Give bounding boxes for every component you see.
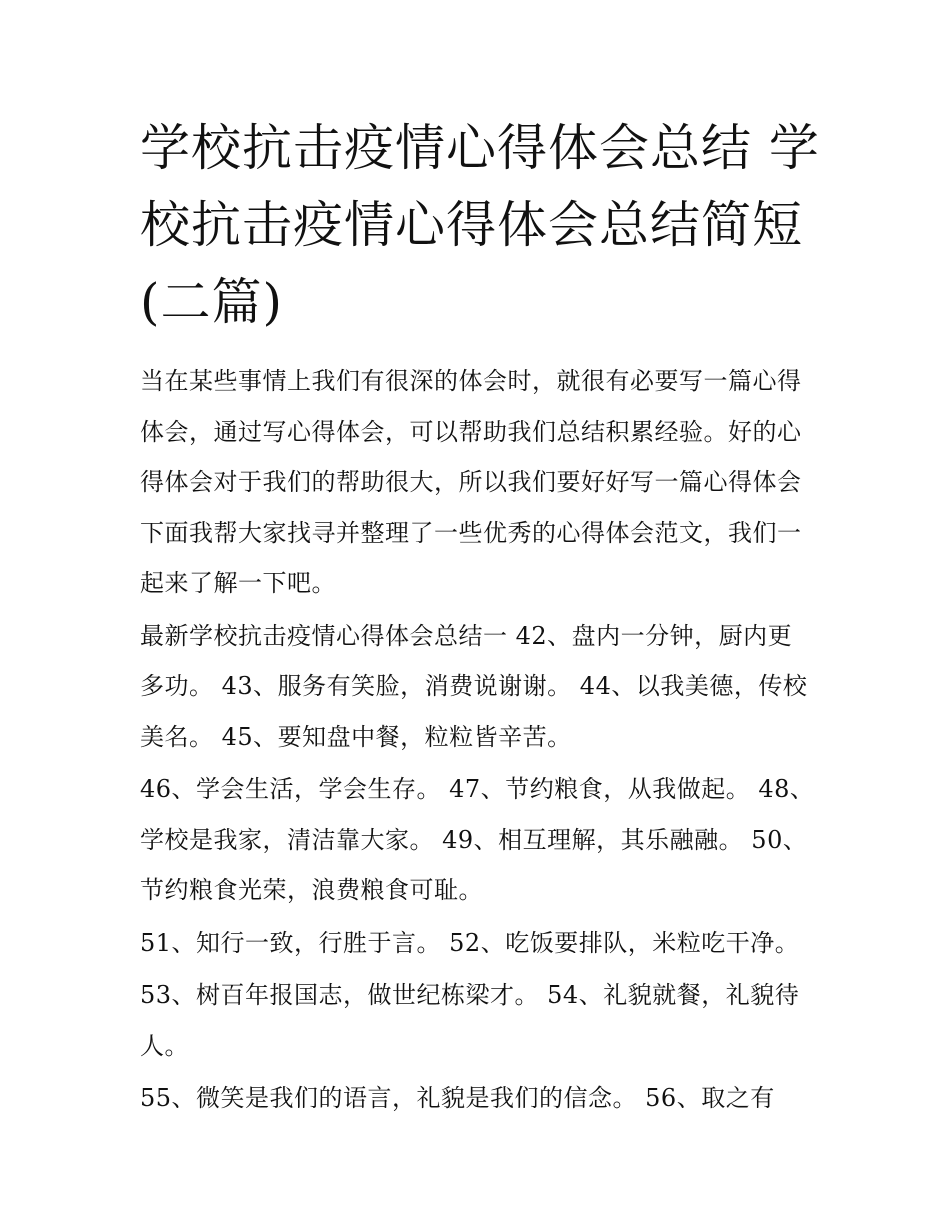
paragraph-intro bbox=[140, 356, 820, 609]
text-line: 人。 bbox=[140, 1031, 189, 1060]
text-line: 下面我帮大家找寻并整理了一些优秀的心得体会范文，我们一 bbox=[140, 518, 802, 547]
text-line: 当在某些事情上我们有很深的体会时，就很有必要写一篇心得 bbox=[140, 367, 802, 395]
document-body bbox=[140, 356, 820, 1126]
text-line: 学校是我家，清洁靠大家。 49、相互理解，其乐融融。 50、 bbox=[140, 825, 808, 854]
text-line: 55、微笑是我们的语言，礼貌是我们的信念。 56、取之有 bbox=[140, 1084, 775, 1112]
text-line: 51、知行一致，行胜于言。 52、吃饭要排队，米粒吃干净。 bbox=[140, 928, 800, 957]
text-line: 体会，通过写心得体会，可以帮助我们总结积累经验。好的心 bbox=[140, 417, 802, 446]
title-line: (二篇) bbox=[140, 273, 284, 331]
text-line: 多功。 43、服务有笑脸，消费说谢谢。 44、以我美德，传校 bbox=[140, 672, 808, 700]
paragraph-items-53-54 bbox=[140, 970, 820, 1071]
text-line: 46、学会生活，学会生存。 47、节约粮食，从我做起。 48、 bbox=[140, 775, 815, 803]
paragraph-items-46-50 bbox=[140, 764, 820, 916]
text-line: 节约粮食光荣，浪费粮食可耻。 bbox=[140, 876, 483, 904]
text-line: 53、树百年报国志，做世纪栋梁才。 54、礼貌就餐，礼貌待 bbox=[140, 981, 800, 1009]
text-line: 美名。 45、要知盘中餐，粒粒皆辛苦。 bbox=[140, 722, 572, 751]
paragraph-items-42-45 bbox=[140, 611, 820, 763]
title-line: 校抗击疫情心得体会总结简短 bbox=[140, 196, 803, 254]
text-line: 起来了解一下吧。 bbox=[140, 569, 336, 597]
text-line: 得体会对于我们的帮助很大，所以我们要好好写一篇心得体会 bbox=[140, 468, 802, 496]
paragraph-items-51-52 bbox=[140, 918, 820, 969]
paragraph-items-55-56 bbox=[140, 1073, 820, 1124]
text-line: 最新学校抗击疫情心得体会总结一 42、盘内一分钟，厨内更 bbox=[140, 621, 793, 650]
title-line: 学校抗击疫情心得体会总结 学 bbox=[140, 119, 820, 177]
document-title bbox=[140, 110, 820, 341]
